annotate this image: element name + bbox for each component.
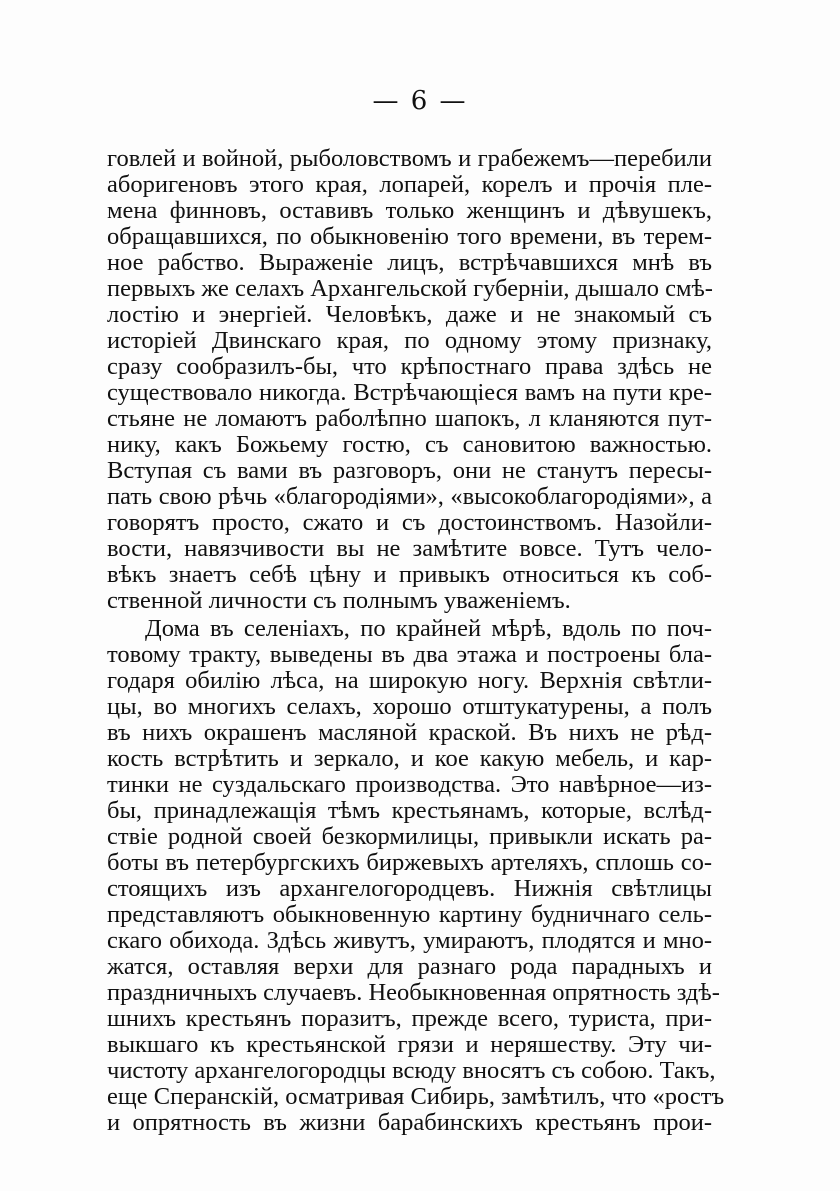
- text-line: аборигеновъ этого края, лопарей, корелъ и прочія пле-: [107, 171, 712, 198]
- text-line: въ нихъ окрашенъ масляной краской. Въ нихъ не рѣд-: [107, 719, 712, 746]
- text-line: вѣкъ знаетъ себѣ цѣну и привыкъ относиться къ соб-: [107, 561, 712, 588]
- text-line: ное рабство. Выраженіе лицъ, встрѣчавшихся мнѣ въ: [107, 249, 712, 276]
- text-line: ственной личности съ полнымъ уваженіемъ.: [107, 587, 571, 614]
- text-line: исторіей Двинскаго края, по одному этому признаку,: [107, 327, 712, 354]
- text-line: чистоту архангелогородцы всюду вносятъ съ собою. Такъ,: [107, 1057, 716, 1084]
- paragraph-1: [107, 146, 712, 614]
- text-line: сразу сообразилъ-бы, что крѣпостнаго права здѣсь не: [107, 353, 712, 380]
- text-line: еще Сперанскій, осматривая Сибирь, замѣтилъ, что «ростъ: [107, 1083, 725, 1110]
- text-line: стьяне не ломаютъ раболѣпно шапокъ, л кланяются пут-: [107, 405, 712, 432]
- text-line: цы, во многихъ селахъ, хорошо отштукатурены, а полъ: [107, 693, 712, 720]
- text-line: первыхъ же селахъ Архангельской губерніи, дышало смѣ-: [107, 275, 713, 302]
- text-line: жатся, оставляя верхи для разнаго рода парадныхъ и: [107, 953, 712, 980]
- text-line: ствіе родной своей безкормилицы, привыкли искать ра-: [107, 823, 712, 850]
- text-line: говорятъ просто, сжато и съ достоинствомъ. Назойли-: [107, 509, 712, 536]
- text-line: товому тракту, выведены въ два этажа и построены бла-: [107, 641, 712, 668]
- text-line: Дома въ селеніахъ, по крайней мѣрѣ, вдоль по поч-: [145, 615, 712, 642]
- body-text: [107, 145, 725, 1136]
- text-line: шнихъ крестьянъ поразитъ, прежде всего, туриста, при-: [107, 1005, 712, 1032]
- text-line: боты въ петербургскихъ биржевыхъ артеляхъ, сплошь со-: [107, 849, 712, 876]
- text-line: лостію и энергіей. Человѣкъ, даже и не знакомый съ: [107, 301, 712, 328]
- text-line: обращавшихся, по обыкновенію того времени, въ терем-: [107, 223, 712, 250]
- text-line: нику, какъ Божьему гостю, съ сановитою важностью.: [107, 431, 712, 458]
- text-line: праздничныхъ случаевъ. Необыкновенная опрятность здѣ-: [107, 979, 720, 1006]
- text-line: Вступая съ вами въ разговоръ, они не станутъ пересы-: [107, 457, 712, 484]
- text-line: годаря обилію лѣса, на широкую ногу. Верхнія свѣтли-: [107, 667, 712, 694]
- text-line: бы, принадлежащія тѣмъ крестьянамъ, которые, вслѣд-: [107, 797, 712, 824]
- page-number: — 6 —: [372, 86, 468, 116]
- text-line: пать свою рѣчь «благородіями», «высокоблагородіями», а: [107, 483, 712, 510]
- text-line: существовало никогда. Встрѣчающіеся вамъ на пути кре-: [107, 379, 712, 406]
- text-line: кость встрѣтить и зеркало, и кое какую мебель, и кар-: [107, 745, 712, 772]
- text-line: вости, навязчивости вы не замѣтите вовсе. Тутъ чело-: [107, 535, 712, 562]
- text-line: скаго обихода. Здѣсь живутъ, умираютъ, плодятся и мно-: [107, 927, 712, 954]
- text-line: стоящихъ изъ архангелогородцевъ. Нижнія свѣтлицы: [107, 875, 712, 902]
- text-line: представляютъ обыкновенную картину будничнаго сель-: [107, 901, 712, 928]
- text-line: тинки не суздальскаго производства. Это навѣрное—из-: [107, 771, 712, 798]
- text-line: мена финновъ, оставивъ только женщинъ и дѣвушекъ,: [107, 197, 712, 224]
- text-line: говлей и войной, рыболовствомъ и грабежемъ—перебили: [107, 145, 712, 172]
- text-line: и опрятность въ жизни барабинскихъ крестьянъ прои-: [107, 1109, 712, 1136]
- text-line: выкшаго къ крестьянской грязи и неряшеству. Эту чи-: [107, 1031, 712, 1058]
- paragraph-2: [107, 615, 725, 1136]
